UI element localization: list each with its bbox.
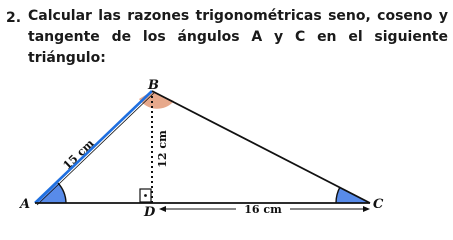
vertex-label-c: C: [373, 197, 384, 212]
length-label-dc: 16 cm: [244, 203, 282, 216]
side-bc: [152, 91, 370, 203]
right-angle-dot: [144, 194, 147, 197]
vertex-label-b: B: [148, 78, 159, 93]
side-ab-edge: [37, 93, 154, 205]
dimension-dc-arrow-left: [159, 206, 166, 212]
length-label-bd: 12 cm: [156, 130, 169, 168]
problem-line-1: Calcular las razones trigonométricas seno, coseno y: [28, 8, 448, 24]
length-label-ab: 15 cm: [60, 136, 97, 173]
vertex-label-a: A: [20, 197, 31, 212]
problem-number: 2.: [6, 10, 22, 26]
vertex-label-d: D: [144, 205, 156, 219]
dimension-dc-arrow-right: [363, 206, 370, 212]
problem-line-3: triángulo:: [28, 50, 106, 66]
problem-line-2: tangente de los ángulos A y C en el siguiente: [28, 29, 448, 45]
